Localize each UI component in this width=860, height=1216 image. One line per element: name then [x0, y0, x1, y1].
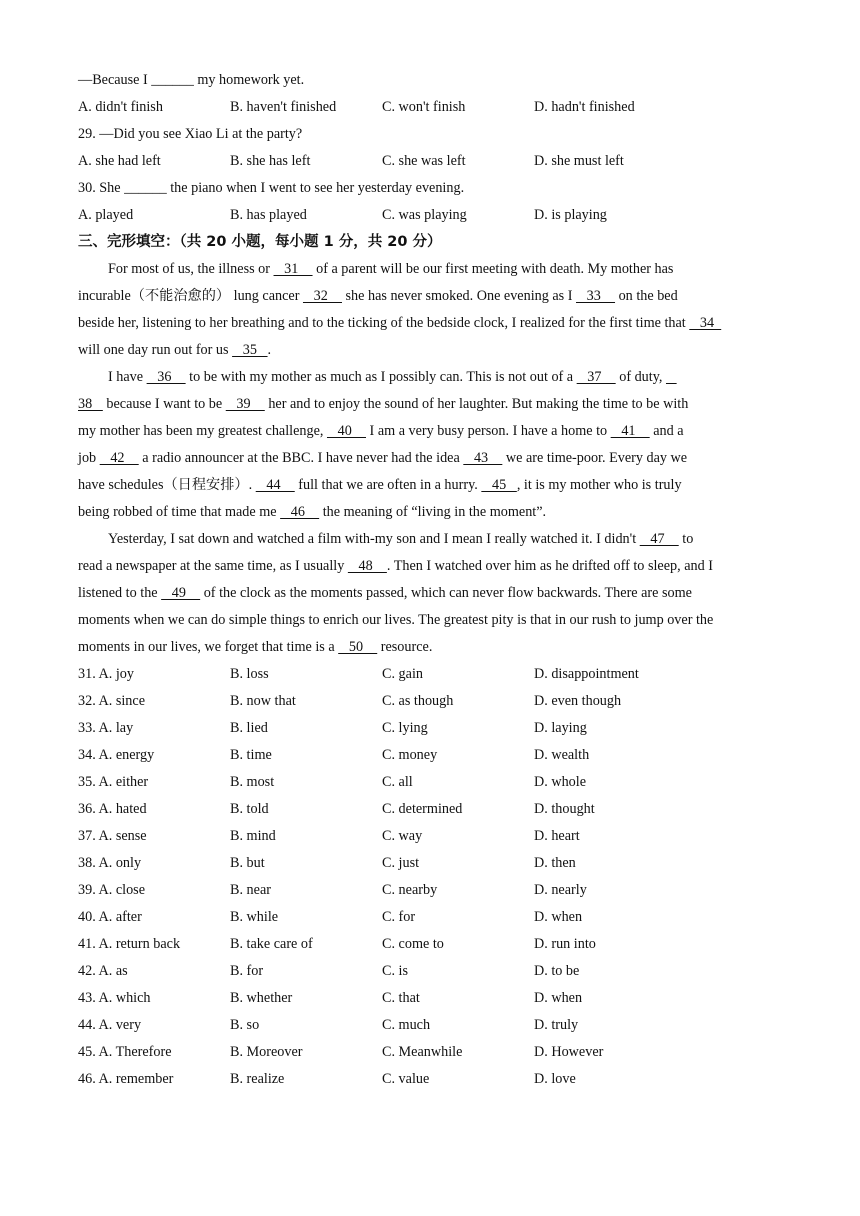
choice-option-d[interactable]: D. love: [534, 1071, 576, 1087]
choice-option-d[interactable]: D. when: [534, 909, 583, 925]
choice-option-a[interactable]: 35. A. either: [78, 774, 149, 790]
choice-option-b[interactable]: B. whether: [230, 990, 293, 1006]
blank-39[interactable]: 39: [225, 396, 265, 412]
choice-option-c[interactable]: C. is: [382, 963, 409, 979]
choice-option-a[interactable]: 39. A. close: [78, 882, 145, 898]
choice-option-a[interactable]: 40. A. after: [78, 909, 142, 925]
choice-row: [78, 985, 784, 1012]
choice-row: [78, 823, 784, 850]
choice-option-a[interactable]: 42. A. as: [78, 963, 128, 979]
question-options: [78, 148, 784, 175]
option-d: D. is playing: [534, 207, 607, 223]
option-d: D. hadn't finished: [534, 99, 635, 115]
choice-row: [78, 1066, 784, 1093]
option-c: C. was playing: [382, 207, 467, 223]
choice-option-b[interactable]: B. while: [230, 909, 279, 925]
blank-42[interactable]: 42: [99, 450, 139, 466]
choice-option-d[interactable]: D. nearly: [534, 882, 587, 898]
choice-option-b[interactable]: B. lied: [230, 720, 268, 736]
choice-option-a[interactable]: 36. A. hated: [78, 801, 147, 817]
passage-line: my mother has been my greatest challenge, 40 I am a very busy person. I have a home to 41 and a: [78, 418, 784, 445]
blank-34[interactable]: 34: [689, 315, 722, 331]
option-b: B. has played: [230, 207, 307, 223]
choice-option-b[interactable]: B. so: [230, 1017, 260, 1033]
choice-option-a[interactable]: 38. A. only: [78, 855, 142, 871]
choice-option-b[interactable]: B. realize: [230, 1071, 285, 1087]
choice-option-c[interactable]: C. just: [382, 855, 420, 871]
passage-line: will one day run out for us 35 .: [78, 337, 784, 364]
passage-line: incurable（不能治愈的） lung cancer 32 she has never smoked. One evening as I 33 on the bed: [78, 283, 784, 310]
choice-option-b[interactable]: B. but: [230, 855, 265, 871]
passage-line: have schedules（日程安排）. 44 full that we are often in a hurry. 45 , it is my mother who is truly: [78, 472, 784, 499]
choice-row: [78, 877, 784, 904]
passage-line: being robbed of time that made me 46 the meaning of “living in the moment”.: [78, 499, 784, 526]
choice-option-a[interactable]: 31. A. joy: [78, 666, 134, 682]
choice-row: [78, 661, 784, 688]
option-c: C. she was left: [382, 153, 466, 169]
choice-row: [78, 1039, 784, 1066]
choice-option-a[interactable]: 44. A. very: [78, 1017, 142, 1033]
passage-line: Yesterday, I sat down and watched a film with-my son and I mean I really watched it. I didn't 47 to: [78, 526, 784, 553]
passage-line: moments when we can do simple things to enrich our lives. The greatest pity is that in our rush to jump over the: [78, 612, 714, 628]
passage-line: beside her, listening to her breathing and to the ticking of the bedside clock, I realized for the first time that 34: [78, 310, 784, 337]
cloze-paragraph-1: [78, 256, 784, 364]
choice-option-d[interactable]: D. when: [534, 990, 583, 1006]
passage-line: I have 36 to be with my mother as much as I possibly can. This is not out of a 37 of duty,: [78, 364, 784, 391]
cloze-paragraph-2: [78, 364, 784, 526]
choice-option-d[interactable]: D. heart: [534, 828, 580, 844]
choice-option-d[interactable]: D. thought: [534, 801, 595, 817]
choice-option-b[interactable]: B. loss: [230, 666, 269, 682]
choice-option-a[interactable]: 45. A. Therefore: [78, 1044, 172, 1060]
blank-47[interactable]: 47: [639, 531, 679, 547]
choice-row: [78, 931, 784, 958]
choice-option-a[interactable]: 32. A. since: [78, 693, 145, 709]
choice-option-a[interactable]: 46. A. remember: [78, 1071, 174, 1087]
blank-38-start[interactable]: [666, 364, 677, 391]
choice-option-b[interactable]: B. most: [230, 774, 275, 790]
choice-row: [78, 688, 784, 715]
blank-35[interactable]: 35: [232, 342, 268, 358]
question-stem: —Because I ______ my homework yet.: [78, 72, 305, 88]
blank-37[interactable]: 37: [576, 369, 616, 385]
choice-option-d[interactable]: D. to be: [534, 963, 580, 979]
passage-line: moments in our lives, we forget that time is a 50 resource.: [78, 634, 784, 661]
choice-row: [78, 958, 784, 985]
blank-43[interactable]: 43: [463, 450, 503, 466]
blank-48[interactable]: 48: [347, 558, 387, 574]
choice-option-d[interactable]: D. laying: [534, 720, 587, 736]
choice-option-d[interactable]: D. disappointment: [534, 666, 639, 682]
choice-option-c[interactable]: C. lying: [382, 720, 428, 736]
choice-option-b[interactable]: B. time: [230, 747, 272, 763]
section-heading: 三、完形填空：（共 20 小题，每小题 1 分，共 20 分）: [78, 234, 442, 250]
blank-45[interactable]: 45: [481, 477, 517, 493]
cloze-choices: [78, 661, 784, 1093]
choice-option-b[interactable]: B. for: [230, 963, 264, 979]
option-a: A. she had left: [78, 153, 161, 169]
choice-option-d[interactable]: D. even though: [534, 693, 622, 709]
choice-option-d[interactable]: D. truly: [534, 1017, 579, 1033]
choice-row: [78, 1012, 784, 1039]
choice-option-d[interactable]: D. wealth: [534, 747, 590, 763]
choice-row: [78, 850, 784, 877]
passage-line: listened to the 49 of the clock as the moments passed, which can never flow backwards. There are some: [78, 580, 784, 607]
choice-option-b[interactable]: B. mind: [230, 828, 276, 844]
option-a: A. didn't finish: [78, 99, 163, 115]
blank-38[interactable]: 38: [78, 396, 103, 412]
option-d: D. she must left: [534, 153, 624, 169]
blank-32[interactable]: 32: [302, 288, 342, 304]
question-stem: 29. —Did you see Xiao Li at the party?: [78, 126, 303, 142]
blank-44[interactable]: 44: [255, 477, 295, 493]
choice-option-c[interactable]: C. way: [382, 828, 423, 844]
choice-option-b[interactable]: B. near: [230, 882, 271, 898]
choice-row: [78, 715, 784, 742]
choice-row: [78, 904, 784, 931]
blank-49[interactable]: 49: [161, 585, 201, 601]
choice-option-c[interactable]: C. Meanwhile: [382, 1044, 463, 1060]
option-a: A. played: [78, 207, 134, 223]
option-b: B. she has left: [230, 153, 311, 169]
choice-option-b[interactable]: B. Moreover: [230, 1044, 303, 1060]
choice-option-b[interactable]: B. take care of: [230, 936, 313, 952]
blank-50[interactable]: 50: [338, 639, 378, 655]
choice-option-b[interactable]: B. now that: [230, 693, 296, 709]
choice-option-c[interactable]: C. nearby: [382, 882, 438, 898]
choice-option-c[interactable]: C. all: [382, 774, 413, 790]
choice-option-d[interactable]: D. However: [534, 1044, 604, 1060]
choice-option-c[interactable]: C. much: [382, 1017, 431, 1033]
choice-option-b[interactable]: B. told: [230, 801, 269, 817]
choice-option-c[interactable]: C. gain: [382, 666, 423, 682]
choice-option-a[interactable]: 37. A. sense: [78, 828, 147, 844]
exam-page: [78, 67, 784, 1093]
choice-option-a[interactable]: 33. A. lay: [78, 720, 134, 736]
blank-36[interactable]: 36: [146, 369, 186, 385]
choice-option-c[interactable]: C. come to: [382, 936, 444, 952]
passage-line: 38 because I want to be 39 her and to enjoy the sound of her laughter. But making the time to be with: [78, 391, 784, 418]
choice-option-a[interactable]: 41. A. return back: [78, 936, 181, 952]
passage-line: For most of us, the illness or 31 of a parent will be our first meeting with death. My mother has: [78, 256, 784, 283]
choice-option-c[interactable]: C. that: [382, 990, 420, 1006]
choice-option-c[interactable]: C. for: [382, 909, 416, 925]
option-c: C. won't finish: [382, 99, 466, 115]
blank-33[interactable]: 33: [576, 288, 616, 304]
question-options: [78, 202, 784, 229]
choice-option-d[interactable]: D. run into: [534, 936, 596, 952]
choice-option-a[interactable]: 43. A. which: [78, 990, 151, 1006]
blank-46[interactable]: 46: [280, 504, 320, 520]
choice-option-c[interactable]: C. as though: [382, 693, 454, 709]
choice-row: [78, 769, 784, 796]
choice-row: [78, 742, 784, 769]
passage-line: read a newspaper at the same time, as I usually 48 . Then I watched over him as he drifted off to sleep, and I: [78, 553, 784, 580]
choice-option-d[interactable]: D. then: [534, 855, 576, 871]
choice-option-c[interactable]: C. value: [382, 1071, 430, 1087]
option-b: B. haven't finished: [230, 99, 337, 115]
choice-option-c[interactable]: C. money: [382, 747, 438, 763]
question-options: [78, 94, 784, 121]
choice-option-c[interactable]: C. determined: [382, 801, 463, 817]
blank-40[interactable]: 40: [326, 423, 366, 439]
question-stem: 30. She ______ the piano when I went to see her yesterday evening.: [78, 180, 465, 196]
blank-41[interactable]: 41: [610, 423, 650, 439]
cloze-paragraph-3: [78, 526, 784, 661]
choice-option-d[interactable]: D. whole: [534, 774, 587, 790]
passage-line: job 42 a radio announcer at the BBC. I have never had the idea 43 we are time-poor. Every day we: [78, 445, 784, 472]
blank-31[interactable]: 31: [273, 261, 313, 277]
choice-option-a[interactable]: 34. A. energy: [78, 747, 155, 763]
choice-row: [78, 796, 784, 823]
